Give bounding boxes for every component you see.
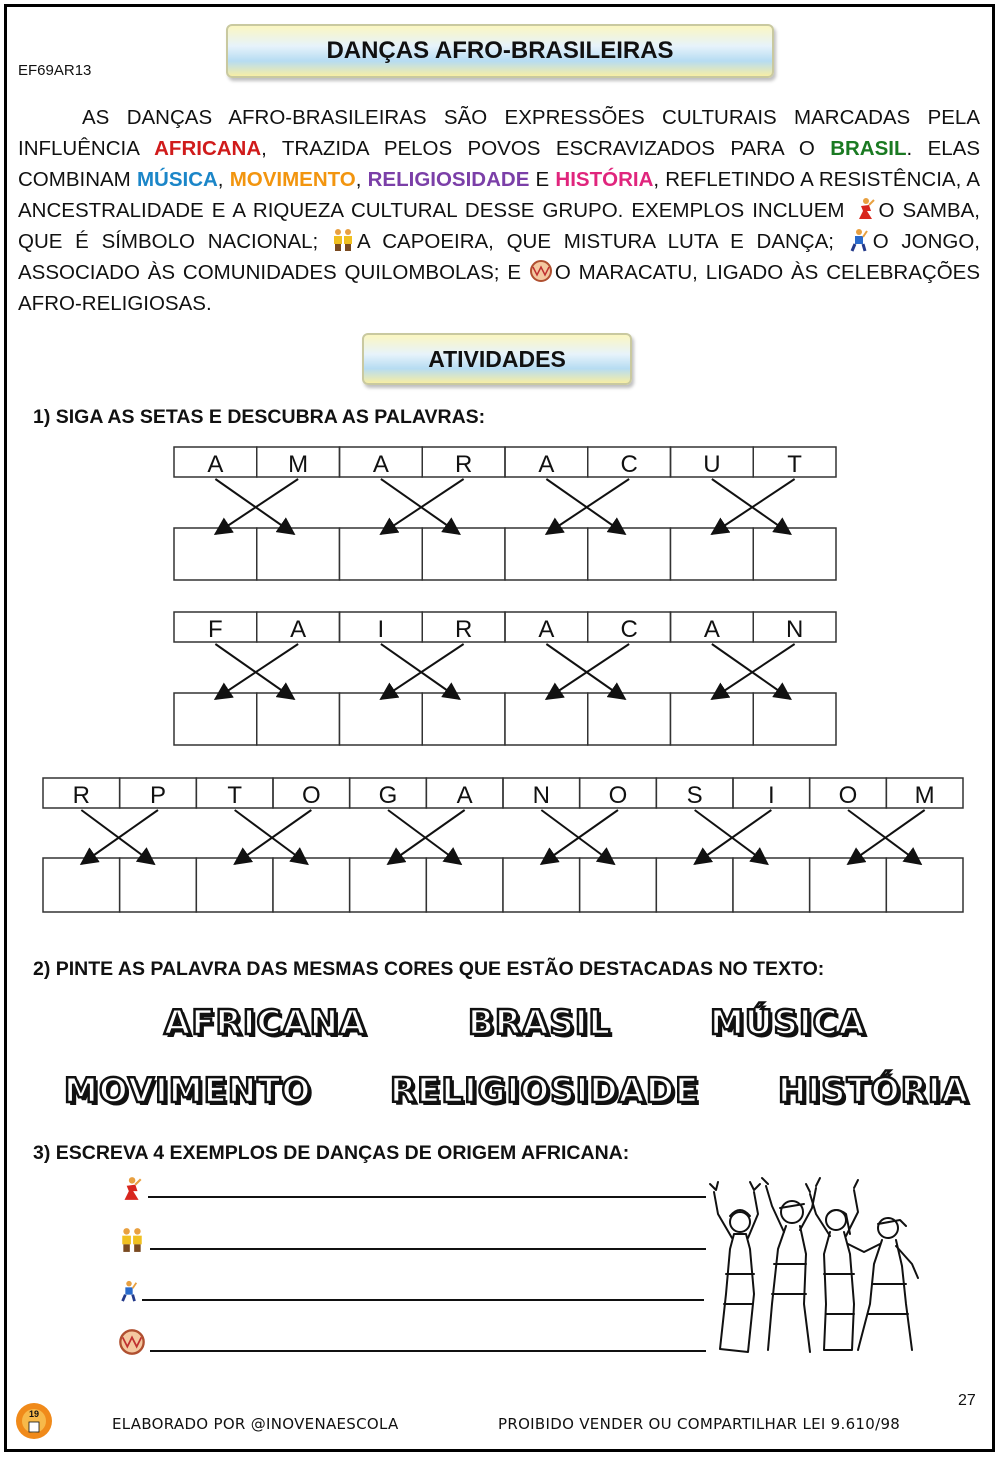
puzzle-letter: C [620,451,638,478]
answer-box[interactable] [671,528,754,580]
dancers-illustration [708,1174,922,1364]
answer-box[interactable] [422,528,505,580]
highlight-movimento: MOVIMENTO [229,168,356,191]
answer-box[interactable] [810,858,887,912]
puzzle-letter: F [208,616,223,643]
puzzle-letter: U [703,451,721,478]
puzzle-letter: A [207,451,224,478]
puzzle-letter: A [703,616,720,643]
footer-credit: ELABORADO POR @INOVENAESCOLA [112,1415,399,1433]
puzzle-letter: O [838,782,858,809]
puzzle-letter: I [377,616,385,643]
answer-box[interactable] [174,693,257,745]
answer-box[interactable] [588,528,671,580]
puzzle-letter: A [538,451,555,478]
people-wrestling-icon [118,1227,146,1253]
answer-box[interactable] [257,528,340,580]
puzzle-letter: R [454,616,473,643]
answer-box[interactable] [580,858,657,912]
answer-box[interactable] [340,528,423,580]
logo-number: 19 [28,1409,40,1419]
curriculum-code: EF69AR13 [18,62,92,79]
puzzle-letter: O [301,782,321,809]
answer-box[interactable] [671,693,754,745]
puzzle-letter: C [620,616,638,643]
puzzle-letter: A [538,616,555,643]
answer-line-4[interactable] [150,1350,706,1352]
puzzle-letter: A [290,616,307,643]
answer-box[interactable] [656,858,733,912]
answer-box[interactable] [753,528,836,580]
coloring-word-africana[interactable]: AFRICANA [164,1003,367,1043]
puzzle-1 [174,447,836,580]
puzzle-letter: N [532,782,551,809]
puzzle-letter: R [454,451,473,478]
answer-box[interactable] [753,693,836,745]
answer-box[interactable] [422,693,505,745]
puzzle-letter: S [686,782,703,809]
answer-line-2[interactable] [150,1248,706,1250]
woman-dancing-icon [118,1176,144,1202]
puzzle-letter: P [149,782,167,809]
puzzle-letter: I [767,782,775,809]
puzzle-letter: A [456,782,473,809]
answer-box[interactable] [588,693,671,745]
coloring-word-brasil[interactable]: BRASIL [468,1003,612,1043]
coloring-word-movimento[interactable]: MOVIMENTO [64,1071,312,1111]
highlight-musica: MÚSICA [136,168,218,191]
answer-box[interactable] [503,858,580,912]
highlight-historia: HISTÓRIA [555,168,654,191]
answer-box[interactable] [350,858,427,912]
puzzle-letter: O [608,782,628,809]
question-1: 1) SIGA AS SETAS E DESCUBRA AS PALAVRAS: [33,406,486,428]
answer-box[interactable] [886,858,963,912]
highlight-religiosidade: RELIGIOSIDADE [367,168,530,191]
puzzle-letter: M [914,782,935,809]
answer-box[interactable] [733,858,810,912]
question-3: 3) ESCREVA 4 EXEMPLOS DE DANÇAS DE ORIGEM AFRICANA: [33,1142,630,1164]
puzzle-letter: T [787,451,802,478]
puzzle-3 [43,778,963,912]
answer-box[interactable] [43,858,120,912]
coloring-word-religiosidade[interactable]: RELIGIOSIDADE [390,1071,700,1111]
puzzle-letter: T [227,782,243,809]
answer-box[interactable] [120,858,197,912]
puzzle-letter: R [72,782,91,809]
answer-box[interactable] [505,693,588,745]
answer-box[interactable] [174,528,257,580]
puzzle-letter: A [372,451,389,478]
answer-box[interactable] [426,858,503,912]
man-dancing-icon [118,1278,140,1304]
question-2: 2) PINTE AS PALAVRA DAS MESMAS CORES QUE ESTÃO DESTACADAS NO TEXTO: [33,958,825,980]
highlight-brasil: BRASIL [830,137,907,160]
answer-box[interactable] [505,528,588,580]
coloring-word-historia[interactable]: HISTÓRIA [778,1071,969,1111]
answer-box[interactable] [340,693,423,745]
answer-box[interactable] [257,693,340,745]
coloring-word-musica[interactable]: MÚSICA [710,1003,866,1043]
puzzle-letter: N [785,616,804,643]
answer-line-1[interactable] [148,1196,706,1198]
activities-title: ATIVIDADES [362,333,632,385]
footer-copyright: PROIBIDO VENDER OU COMPARTILHAR LEI 9.610/98 [498,1415,901,1433]
page-number: 27 [958,1392,976,1409]
answer-box[interactable] [273,858,350,912]
school-logo [15,1402,53,1440]
intro-paragraph: AS DANÇAS AFRO-BRASILEIRAS SÃO EXPRESSÕES CULTURAIS MARCADAS PELA INFLUÊNCIA AFRICANA, TRAZIDA PELOS POVOS ESCRAVIZADOS PARA O BRASIL. ELAS COMBINAM MÚSICA, MOVIMENTO, RELIGIOSIDADE E HISTÓRIA, REFLETINDO A RESISTÊNCIA, A ANCESTRALIDADE E A RIQUEZA CULTURAL DESSE GRUPO. EXEMPLOS INCLUEM O SAMBA, QUE É SÍMBOLO NACIONAL; A CAPOEIRA, QUE MISTURA LUTA E DANÇA; O JONGO, ASSOCIADO ÀS COMUNIDADES QUILOMBOLAS; E O MARACATU, LIGADO ÀS CELEBRAÇÕES AFRO-RELIGIOSAS. [18,106,981,315]
highlight-africana: AFRICANA [154,137,262,160]
puzzle-letter: M [288,451,309,478]
answer-line-3[interactable] [142,1299,704,1301]
answer-box[interactable] [196,858,273,912]
puzzle-letter: G [378,782,398,809]
puzzle-2 [174,612,836,745]
drum-icon [118,1328,146,1356]
page-title: DANÇAS AFRO-BRASILEIRAS [226,24,774,78]
